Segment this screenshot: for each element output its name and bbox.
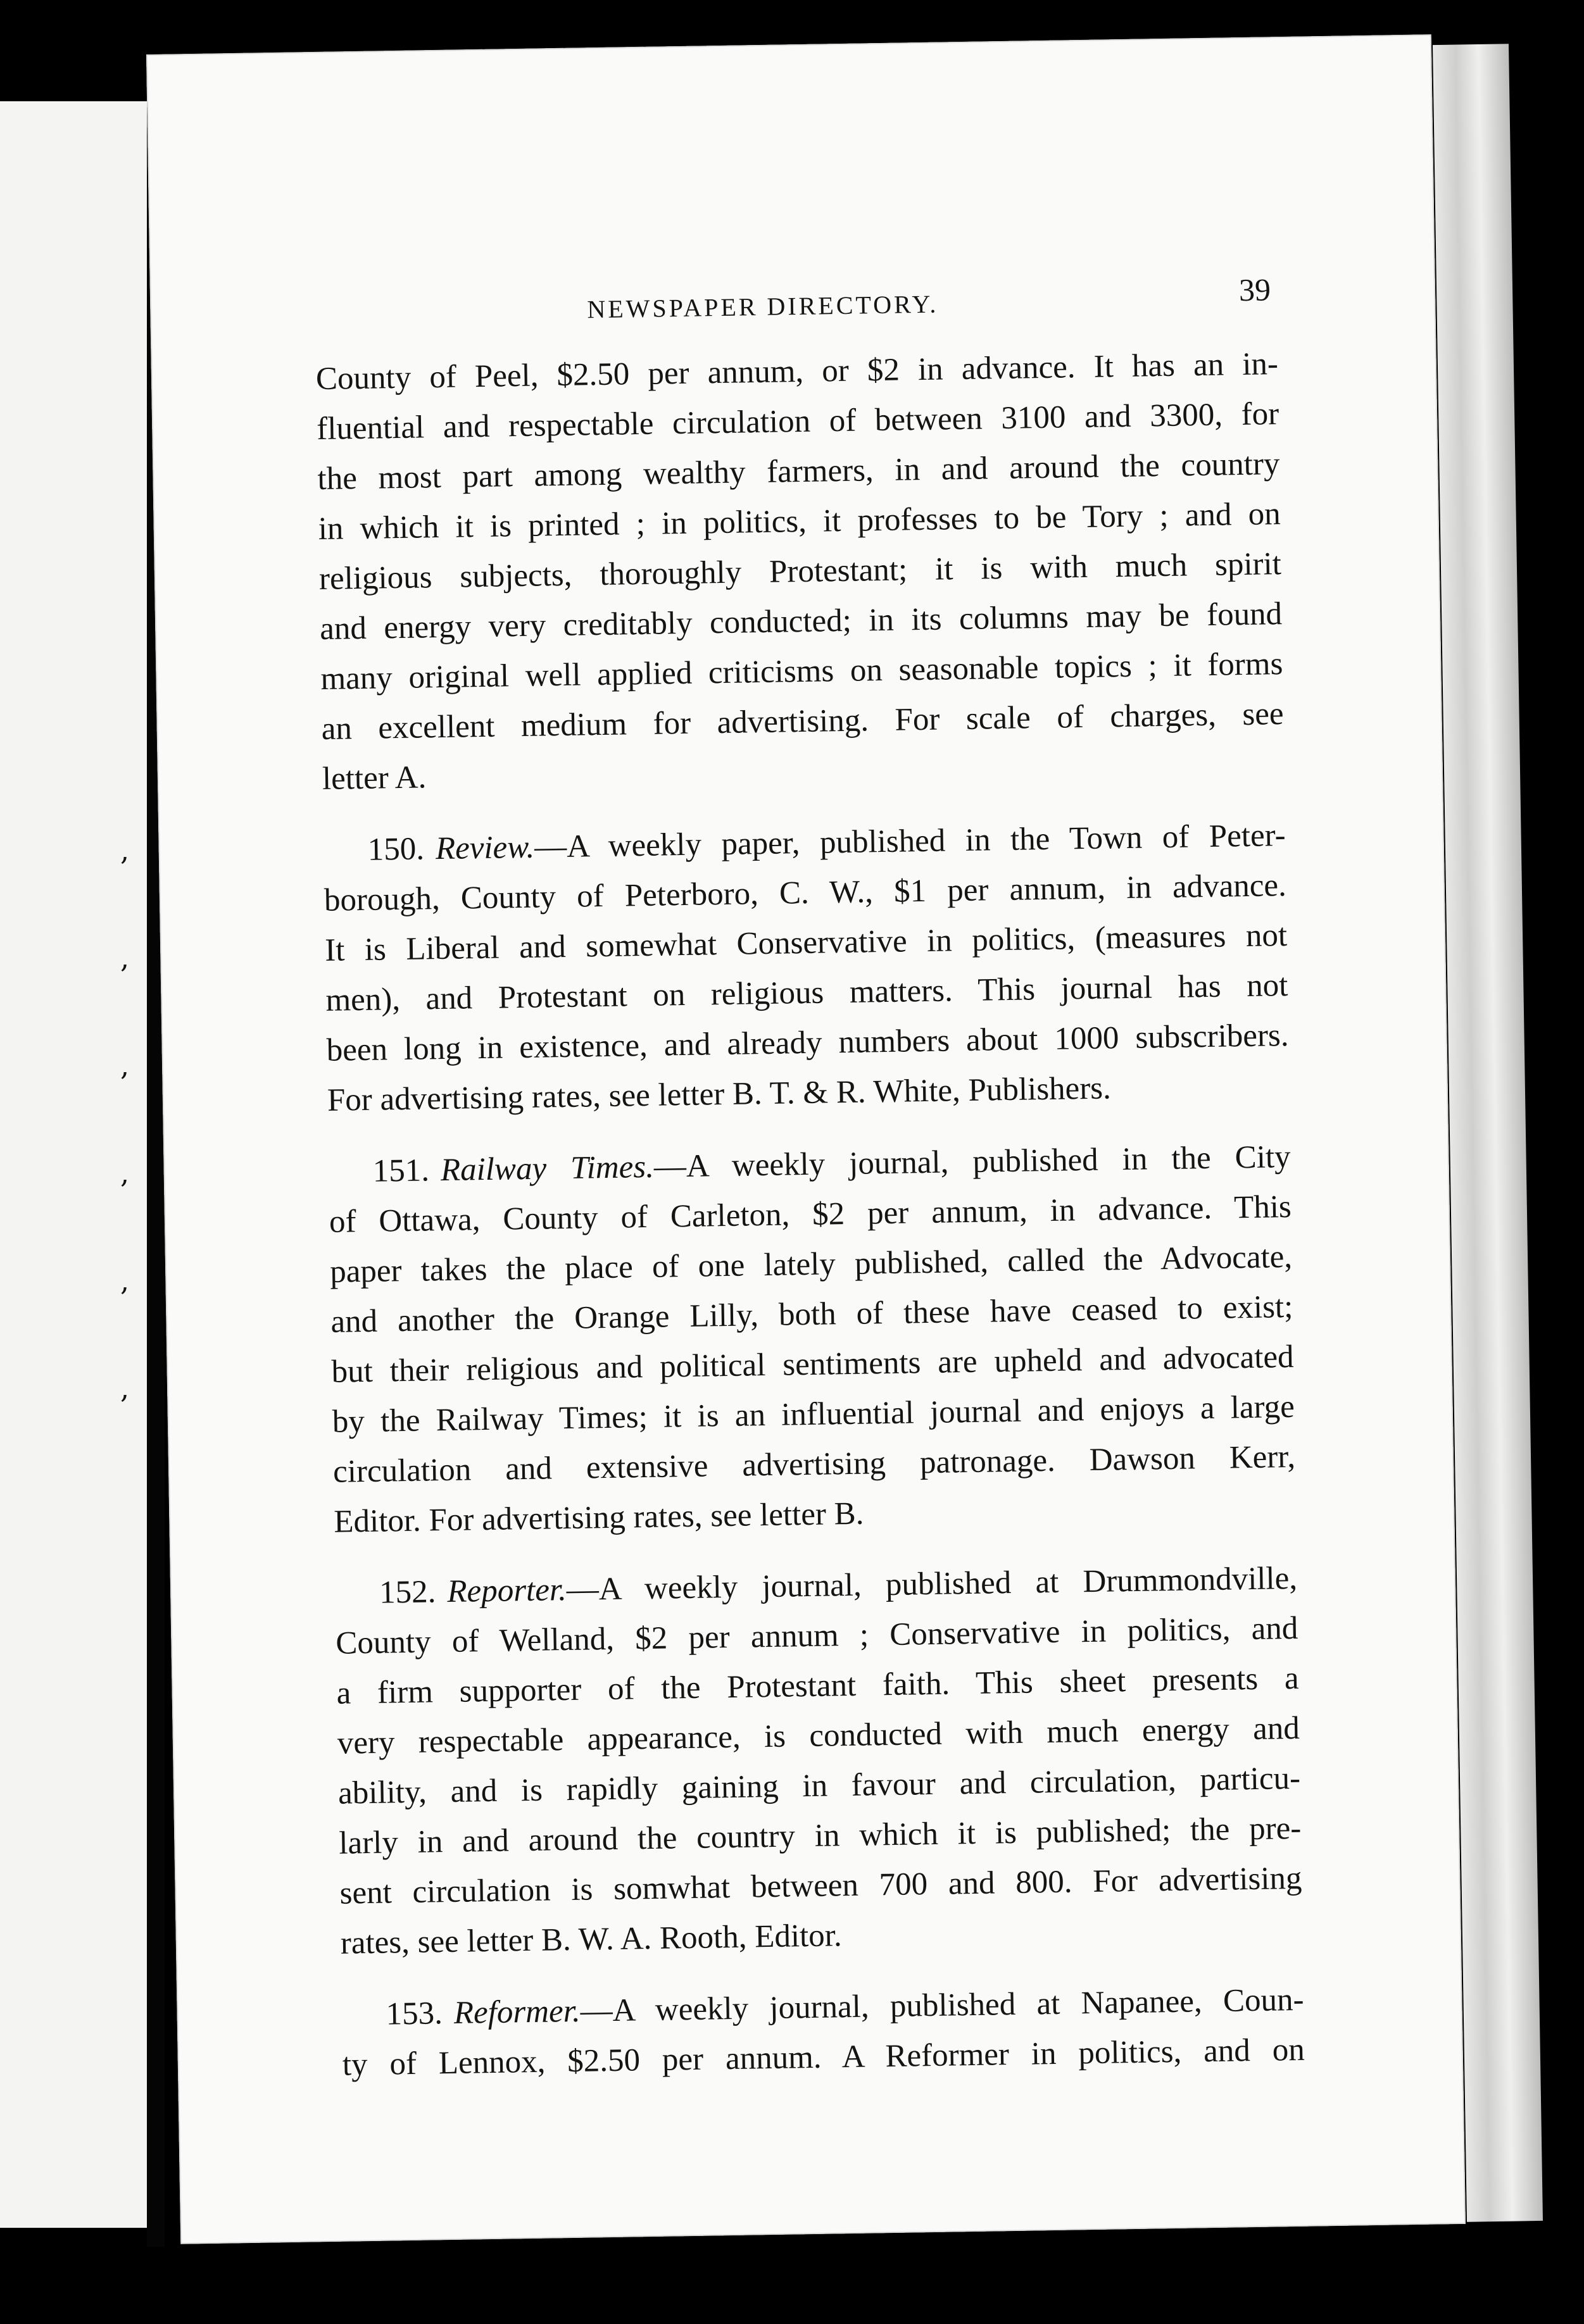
text-line: many original well applied criticisms on seasonable topics ; it forms bbox=[320, 646, 1283, 697]
text-line: larly in and around the country in which it is published; the pre- bbox=[338, 1810, 1302, 1861]
entry-number: 153. bbox=[386, 1996, 443, 2032]
entry-first-line-text: —A weekly journal, published in the City bbox=[653, 1139, 1291, 1185]
text-line: County of Peel, $2.50 per annum, or $2 in advance. It has an in- bbox=[315, 346, 1279, 397]
text-line: County of Welland, $2 per annum ; Conservative in politics, and bbox=[335, 1610, 1298, 1661]
text-line: and another the Orange Lilly, both of these have ceased to exist; bbox=[330, 1289, 1293, 1340]
text-line: letter A. bbox=[322, 759, 427, 797]
entry-151 bbox=[328, 1132, 1297, 1547]
left-page-edge-marks: , , , , , , bbox=[120, 835, 129, 1405]
entry-first-line-text: —A weekly journal, published at Drummondville, bbox=[566, 1560, 1298, 1608]
running-head bbox=[315, 271, 1278, 337]
text-line: and energy very creditably conducted; in its columns may be found bbox=[319, 596, 1283, 647]
text-line: fluential and respectable circulation of between 3100 and 3300, for bbox=[316, 396, 1279, 447]
left-page-fragment bbox=[0, 101, 147, 2228]
text-line: very respectable appearance, is conducted with much energy and bbox=[337, 1710, 1300, 1761]
text-line: in which it is printed ; in politics, it professes to be Tory ; and on bbox=[318, 496, 1281, 547]
text-line: paper takes the place of one lately published, called the Advocate, bbox=[329, 1239, 1293, 1290]
entry-number: 150. bbox=[367, 831, 425, 868]
running-title: NEWSPAPER DIRECTORY. bbox=[587, 289, 939, 324]
entry-153 bbox=[341, 1975, 1305, 2090]
text-line: ty of Lennox, $2.50 per annum. A Reformer in politics, and on bbox=[342, 2032, 1305, 2083]
text-line: rates, see letter B. W. A. Rooth, Editor. bbox=[340, 1918, 843, 1961]
entry-title: Reformer. bbox=[453, 1993, 581, 2031]
text-line: but their religious and political sentiments are upheld and advocated bbox=[331, 1339, 1294, 1390]
text-line: of Ottawa, County of Carleton, $2 per annum, in advance. This bbox=[329, 1189, 1292, 1240]
text-line: Editor. For advertising rates, see letter B. bbox=[333, 1496, 864, 1540]
text-line: a firm supporter of the Protestant faith. This sheet presents a bbox=[336, 1660, 1299, 1711]
text-line: the most part among wealthy farmers, in and around the country bbox=[317, 446, 1280, 497]
text-line: by the Railway Times; it is an influential journal and enjoys a large bbox=[332, 1389, 1295, 1440]
entry-title: Reporter. bbox=[446, 1572, 567, 1609]
entry-number: 151. bbox=[372, 1153, 430, 1189]
text-line: circulation and extensive advertising patronage. Dawson Kerr, bbox=[332, 1439, 1296, 1490]
text-line: been long in existence, and already numbers about 1000 subscribers. bbox=[326, 1018, 1289, 1068]
entry-first-line-text: —A weekly paper, published in the Town of Peter- bbox=[534, 818, 1286, 865]
right-page bbox=[146, 34, 1466, 2244]
entry-title: Railway Times. bbox=[440, 1149, 655, 1189]
page-content bbox=[315, 271, 1305, 2112]
text-line: men), and Protestant on religious matters. This journal has not bbox=[325, 968, 1288, 1018]
text-line: borough, County of Peterboro, C. W., $1 per annum, in advance. bbox=[324, 868, 1287, 918]
entry-150 bbox=[323, 811, 1290, 1126]
text-line: ability, and is rapidly gaining in favour and circulation, particu- bbox=[337, 1760, 1301, 1811]
text-line: sent circulation is somwhat between 700 and 800. For advertising bbox=[339, 1860, 1302, 1911]
text-line: religious subjects, thoroughly Protestant; it is with much spirit bbox=[318, 546, 1282, 597]
continuation-paragraph bbox=[315, 339, 1285, 804]
entry-number: 152. bbox=[379, 1574, 436, 1611]
text-line: It is Liberal and somewhat Conservative in politics, (measures not bbox=[324, 918, 1288, 968]
entry-title: Review. bbox=[435, 829, 535, 867]
entry-152 bbox=[335, 1554, 1304, 1969]
page-number: 39 bbox=[1238, 272, 1271, 308]
text-line: an excellent medium for advertising. For scale of charges, see bbox=[321, 696, 1284, 747]
entry-first-line-text: —A weekly journal, published at Napanee, Coun- bbox=[580, 1982, 1304, 2029]
text-line: For advertising rates, see letter B. T. & R. White, Publishers. bbox=[327, 1070, 1112, 1118]
